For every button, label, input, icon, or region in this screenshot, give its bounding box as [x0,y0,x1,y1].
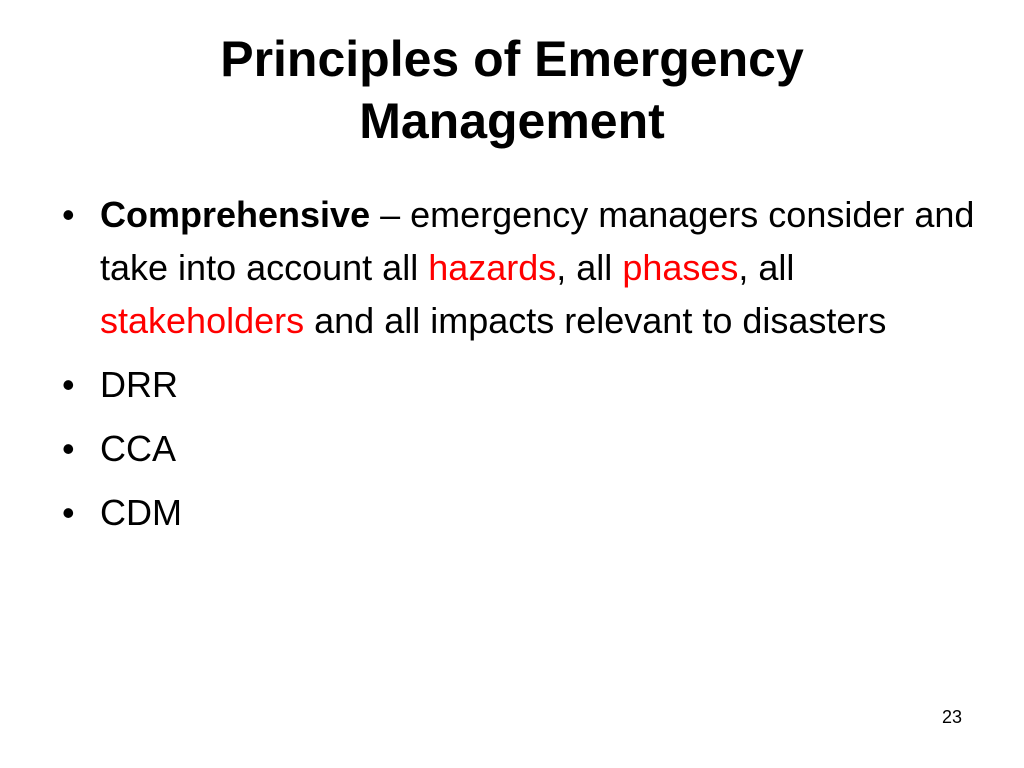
page-number: 23 [941,707,962,727]
slide-title-line-2: Management [359,93,665,149]
bullet-text-segment: , all [556,247,623,288]
highlight-phases: phases [622,247,739,288]
bullet-dot-icon: • [62,492,75,533]
bullet-list [62,188,982,550]
bullet-text: DRR [100,364,178,405]
bullet-item-cca [62,422,982,475]
bullet-item-comprehensive [62,188,982,347]
slide-title-line-1: Principles of Emergency [220,31,804,87]
bullet-item-cdm [62,486,982,539]
bullet-text-segment: – emergency managers consider and take into account all [100,194,975,288]
bullet-text-segment: , all [738,247,795,288]
bullet-text: CDM [100,492,182,533]
bullet-text: CCA [100,428,177,469]
slide-title [0,28,1024,152]
bullet-text-segment: and all impacts relevant to disasters [304,300,887,341]
bullet-dot-icon: • [62,428,75,469]
bullet-dot-icon: • [62,194,75,235]
bullet-item-drr [62,358,982,411]
bullet-dot-icon: • [62,364,75,405]
highlight-stakeholders: stakeholders [100,300,305,341]
bullet-term: Comprehensive [100,194,371,235]
highlight-hazards: hazards [428,247,557,288]
